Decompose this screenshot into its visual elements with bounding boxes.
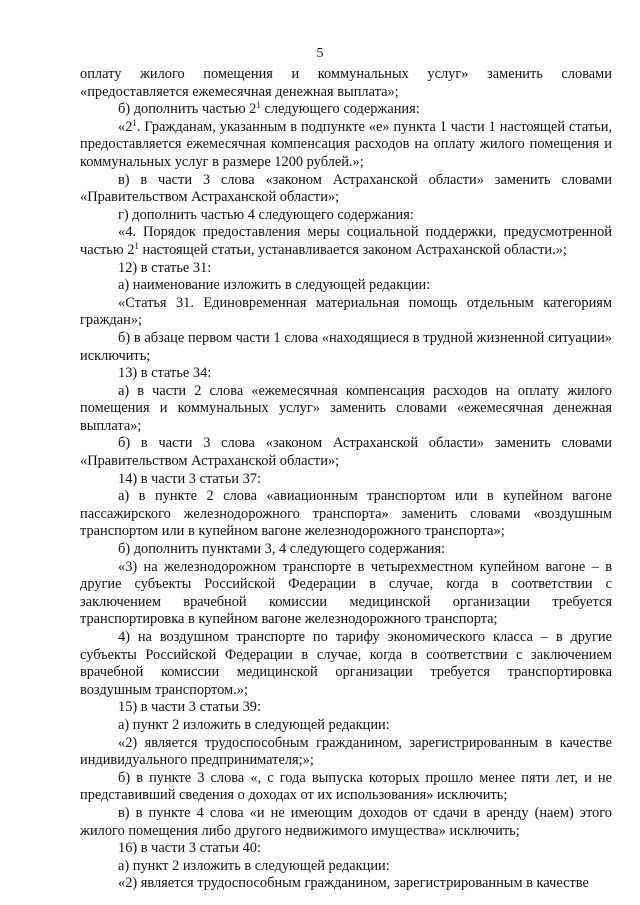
paragraph: 4) на воздушном транспорте по тарифу экономического класса – в другие субъекты Российской Федерации в случае, когда в соответствии с заключением врачебной комиссии медицинской организации требуется транспортировка воздушным транспортом.»;	[80, 629, 612, 698]
paragraph: а) в части 2 слова «ежемесячная компенсация расходов на оплату жилого помещения и коммунальных услуг» заменить словами «ежемесячная денежная выплата»;	[80, 382, 612, 434]
page-number: 5	[316, 46, 324, 61]
paragraph: а) пункт 2 изложить в следующей редакции:	[118, 716, 390, 733]
paragraph: в) в части 3 слова «законом Астраханской области» заменить словами «Правительством Астраханской области»;	[80, 171, 612, 206]
paragraph: а) пункт 2 изложить в следующей редакции:	[118, 857, 390, 874]
paragraph: 15) в части 3 статьи 39:	[118, 699, 261, 716]
paragraph: б) в пункте 3 слова «, с года выпуска которых прошло менее пяти лет, и не представивший сведения о доходах от их использования» исключить;	[80, 769, 612, 804]
paragraph: б) в части 3 слова «законом Астраханской области» заменить словами «Правительством Астраханской области»;	[80, 435, 612, 470]
paragraph: б) в абзаце первом части 1 слова «находящиеся в трудной жизненной ситуации» исключить;	[80, 329, 612, 364]
paragraph: в) в пункте 4 слова «и не имеющим доходов от сдачи в аренду (наем) этого жилого помещения либо другого недвижимого имущества» исключить;	[80, 804, 612, 839]
document-body	[80, 66, 612, 893]
paragraph: а) в пункте 2 слова «авиационным транспортом или в купейном вагоне пассажирского железнодорожного транспорта» заменить словами «воздушным транспортом или в купейном вагоне железнодорожного транспорта»;	[80, 488, 612, 540]
paragraph: г) дополнить частью 4 следующего содержания:	[118, 206, 414, 223]
paragraph: 14) в части 3 статьи 37:	[118, 470, 261, 487]
paragraph: а) наименование изложить в следующей редакции:	[118, 277, 431, 294]
paragraph: 13) в статье 34:	[118, 365, 212, 382]
paragraph: б) дополнить пунктами 3, 4 следующего содержания:	[118, 541, 446, 558]
paragraph: оплату жилого помещения и коммунальных услуг» заменить словами «предоставляется ежемесячная денежная выплата»;	[80, 66, 612, 100]
paragraph: «2) является трудоспособным гражданином, зарегистрированным в качестве индивидуального предпринимателя;»;	[80, 734, 612, 769]
paragraph: «3) на железнодорожном транспорте в четырехместном купейном вагоне – в другие субъекты Российской Федерации в случае, когда в соответствии с заключением врачебной комиссии медицинской организации требуется транспортировка в купейном вагоне железнодорожного транспорта;	[80, 558, 612, 628]
paragraph: б) дополнить частью $2^1$ следующего содержания:	[118, 100, 420, 118]
paragraph: «Статья 31. Единовременная материальная помощь отдельным категориям граждан»;	[80, 294, 612, 329]
paragraph: «4. Порядок предоставления меры социальной поддержки, предусмотренной частью $2^1$ настоящей статьи, устанавливается законом Астраханской области.»;	[80, 224, 612, 258]
paragraph: 12) в статье 31:	[118, 259, 212, 276]
paragraph: «2) является трудоспособным гражданином, зарегистрированным в качестве	[118, 875, 589, 892]
paragraph: «$2^1$. Гражданам, указанным в подпункте «е» пункта 1 части 1 настоящей статьи, предоставляется ежемесячная компенсация расходов на оплату жилого помещения и коммунальных услуг в размере 1200 рублей.»;	[80, 117, 612, 170]
paragraph: 16) в части 3 статьи 40:	[118, 840, 261, 857]
